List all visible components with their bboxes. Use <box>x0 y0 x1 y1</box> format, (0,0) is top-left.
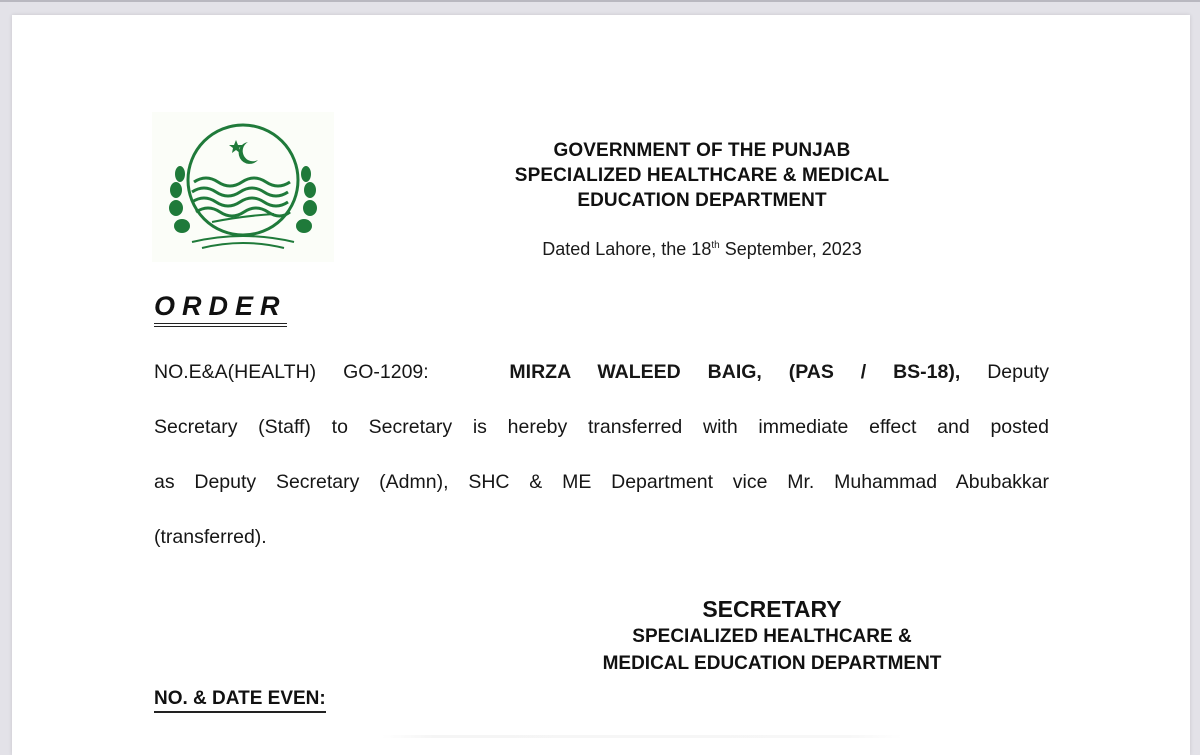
order-reference: NO.E&A(HEALTH) GO-1209: <box>154 361 429 383</box>
no-and-date-even-label: NO. & DATE EVEN: <box>154 688 326 713</box>
dated-line <box>452 239 952 260</box>
letterhead-line-3: EDUCATION DEPARTMENT <box>577 190 827 211</box>
punjab-emblem-logo <box>152 112 334 262</box>
dated-suffix: September, 2023 <box>719 239 862 259</box>
letterhead-line-1: GOVERNMENT OF THE PUNJAB <box>553 140 851 161</box>
signatory-dept-line-1: SPECIALIZED HEALTHCARE & <box>632 626 912 647</box>
viewer-top-border <box>0 0 1200 2</box>
punjab-emblem-icon <box>152 112 334 262</box>
officer-name: MIRZA WALEED BAIG, (PAS / BS-18), <box>509 361 961 383</box>
letterhead-line-2: SPECIALIZED HEALTHCARE & MEDICAL <box>514 165 890 186</box>
signature-block <box>532 595 1012 677</box>
signatory-title: SECRETARY <box>702 596 842 622</box>
order-body-line-4: (transferred). <box>154 526 267 548</box>
order-body-line-1-tail: Deputy <box>987 361 1049 383</box>
dated-superscript: th <box>711 240 720 251</box>
order-heading: ORDER <box>154 291 287 327</box>
order-body-line-1 <box>154 345 1049 400</box>
order-body <box>154 345 1049 565</box>
order-body-line-2: Secretary (Staff) to Secretary is hereby transferred with immediate effect and posted <box>154 416 1049 438</box>
order-body-line-3: as Deputy Secretary (Admn), SHC & ME Department vice Mr. Muhammad Abubakkar <box>154 471 1049 493</box>
dated-prefix: Dated Lahore, the 18 <box>542 239 712 259</box>
document-page <box>12 15 1190 755</box>
signatory-dept-line-2: MEDICAL EDUCATION DEPARTMENT <box>602 653 942 674</box>
letterhead <box>452 138 952 213</box>
